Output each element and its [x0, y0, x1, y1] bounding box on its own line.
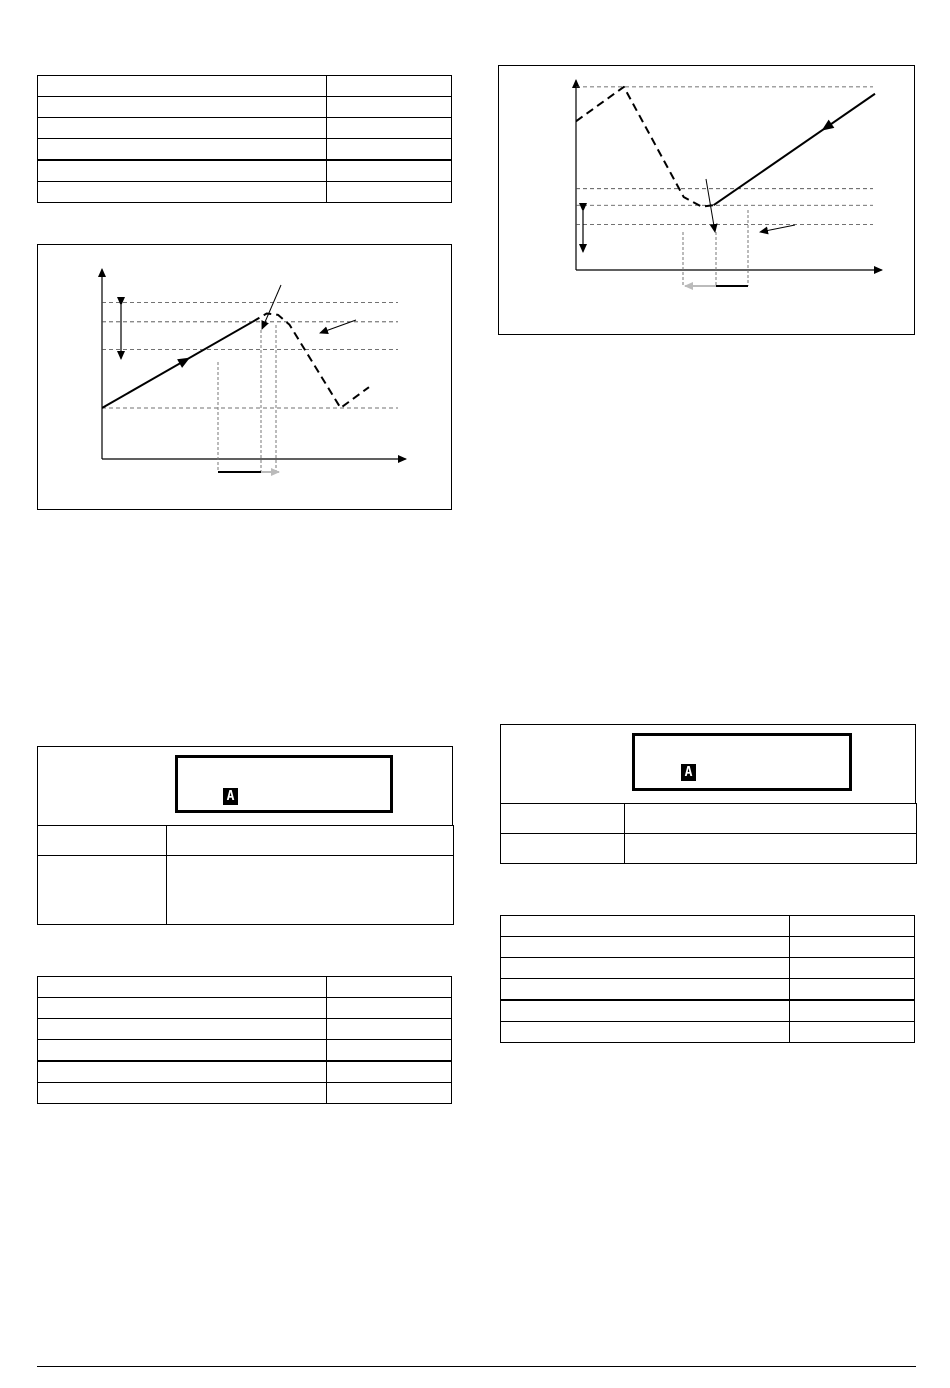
table-row — [38, 826, 454, 856]
table-row — [38, 1019, 452, 1040]
table-row — [501, 1022, 915, 1043]
figure-frame-left — [37, 244, 452, 510]
series-line-dashed — [253, 313, 369, 408]
table-row — [38, 139, 452, 161]
direction-marker — [819, 120, 835, 135]
chart-falling-limit — [499, 66, 914, 334]
display-description-table-left — [37, 825, 454, 925]
series-group — [102, 313, 369, 408]
table-row — [38, 182, 452, 203]
lcd-cursor-icon: A — [681, 764, 696, 781]
table-row — [38, 977, 452, 998]
table-row — [38, 856, 454, 925]
table-row — [501, 958, 915, 979]
table-row — [38, 998, 452, 1019]
table-row — [38, 1083, 452, 1104]
table-row — [501, 804, 917, 834]
parameter-table-2 — [37, 976, 452, 1104]
reference-levels — [102, 302, 398, 408]
table-row — [501, 916, 915, 937]
table-row — [501, 834, 917, 864]
table-row — [38, 1061, 452, 1083]
table-row — [38, 160, 452, 182]
display-panel-left — [37, 746, 453, 826]
pointer-arrow — [262, 285, 281, 329]
parameter-table-3 — [500, 915, 915, 1043]
table-row — [501, 937, 915, 958]
pointer-arrow — [760, 225, 795, 232]
series-line-solid — [102, 322, 253, 408]
series-line-dashed — [576, 87, 714, 207]
reference-levels — [576, 87, 873, 225]
table-row — [501, 979, 915, 1001]
table-row — [38, 97, 452, 118]
table-row — [38, 1040, 452, 1062]
table-row — [501, 1000, 915, 1022]
direction-marker — [177, 353, 192, 368]
lcd-screen — [175, 755, 393, 813]
display-panel-right — [500, 724, 916, 804]
chart-rising-limit — [38, 245, 451, 509]
parameter-table-1 — [37, 75, 452, 203]
figure-frame-right — [498, 65, 915, 335]
lcd-screen — [632, 733, 852, 791]
table-row — [38, 118, 452, 139]
pointer-arrow — [320, 320, 356, 333]
footer-rule — [37, 1366, 916, 1367]
display-description-table-right — [500, 803, 917, 864]
table-row — [38, 76, 452, 97]
lcd-cursor-icon: A — [223, 788, 238, 805]
